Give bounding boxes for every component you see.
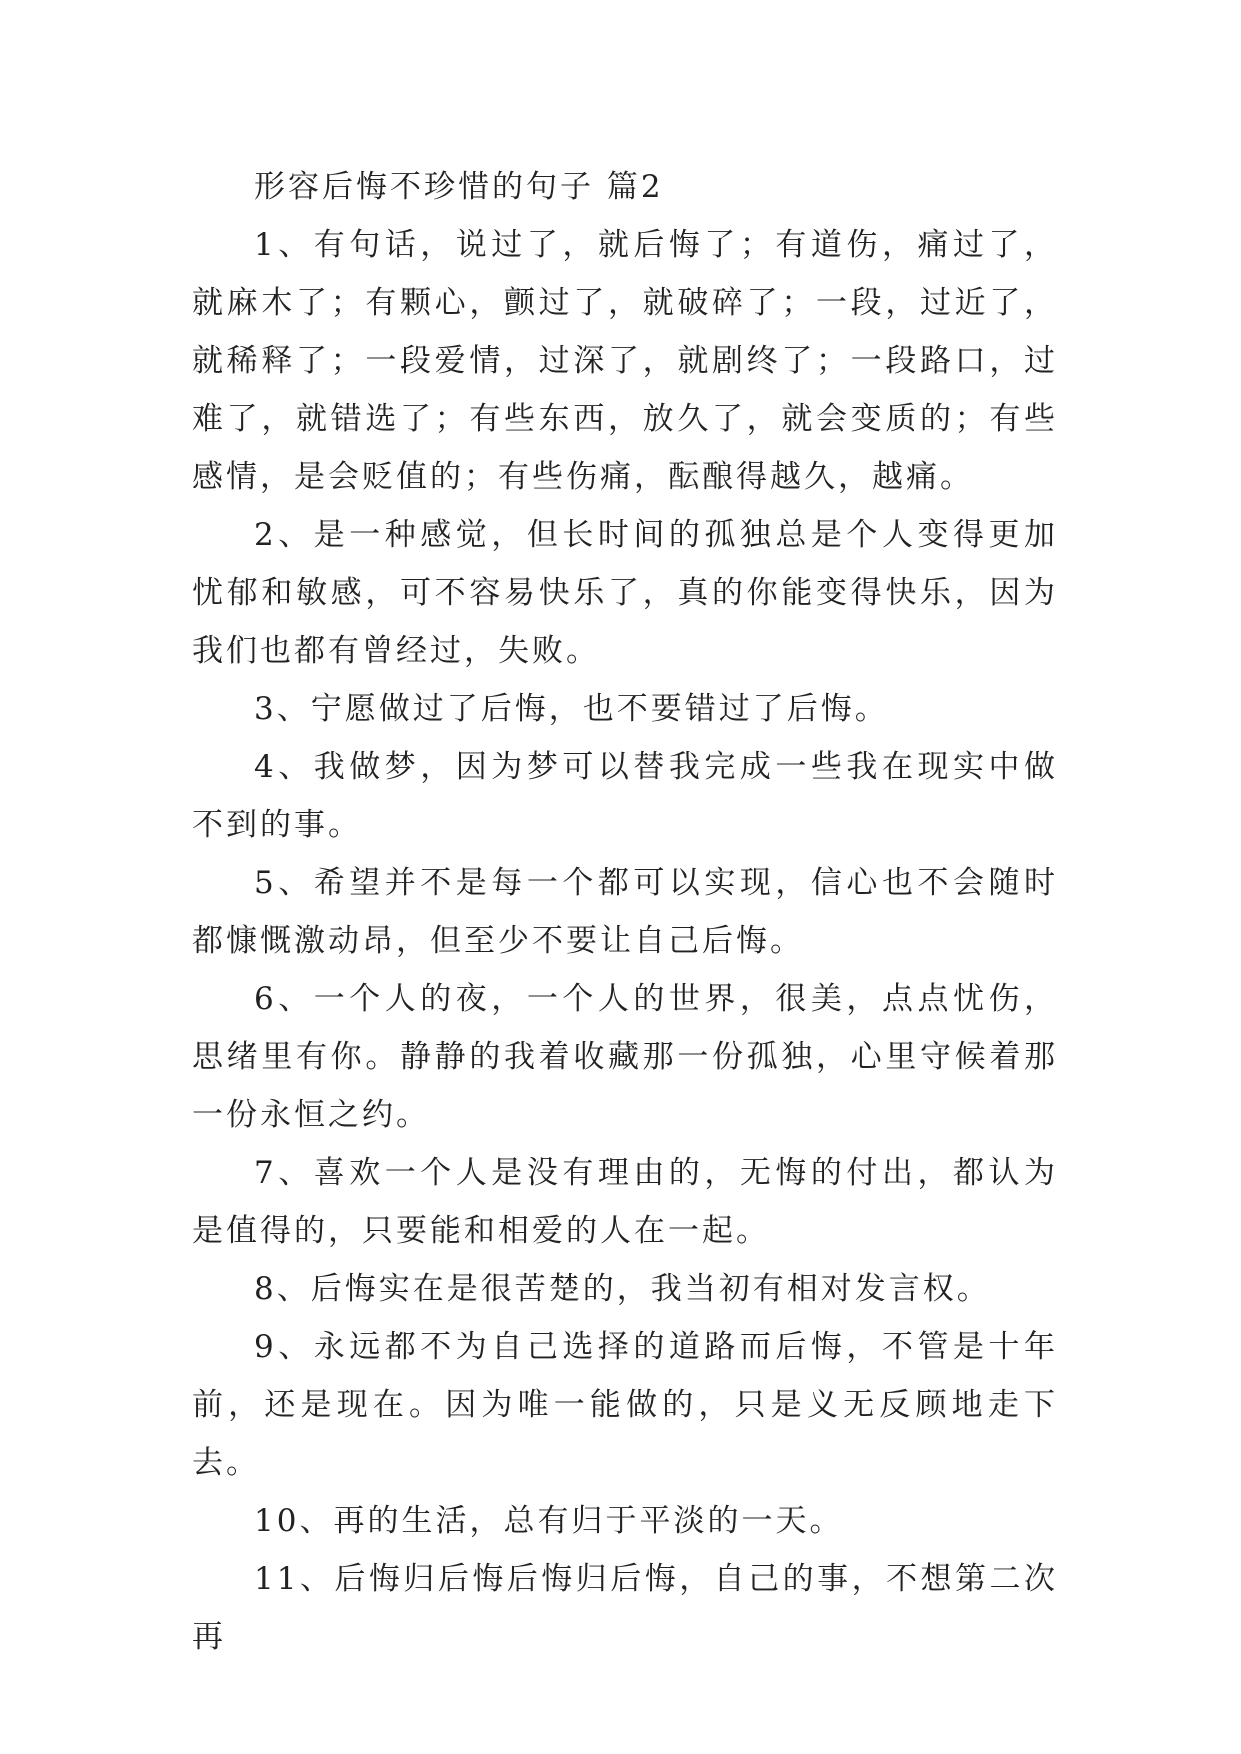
paragraph-3: 3、宁愿做过了后悔，也不要错过了后悔。 <box>254 691 889 727</box>
paragraph-7: 7、喜欢一个人是没有理由的，无悔的付出，都认为是值得的，只要能和相爱的人在一起。 <box>192 1155 1058 1249</box>
paragraph-2: 2、是一种感觉，但长时间的孤独总是个人变得更加忧郁和敏感，可不容易快乐了，真的你能变得快乐，因为我们也都有曾经过，失败。 <box>192 517 1058 669</box>
paragraph-10: 10、再的生活，总有归于平淡的一天。 <box>254 1503 844 1539</box>
paragraph-8: 8、后悔实在是很苦楚的，我当初有相对发言权。 <box>254 1271 991 1307</box>
paragraph-6: 6、一个人的夜，一个人的世界，很美，点点忧伤，思绪里有你。静静的我着收藏那一份孤独，心里守候着那一份永恒之约。 <box>192 981 1058 1133</box>
paragraph-9: 9、永远都不为自己选择的道路而后悔，不管是十年前，还是现在。因为唯一能做的，只是义无反顾地走下去。 <box>192 1329 1058 1481</box>
paragraph-11: 11、后悔归后悔后悔归后悔，自己的事，不想第二次再 <box>192 1561 1058 1655</box>
paragraph-5: 5、希望并不是每一个都可以实现，信心也不会随时都慷慨激动昂，但至少不要让自己后悔。 <box>192 865 1058 959</box>
section-title: 形容后悔不珍惜的句子 篇2 <box>254 169 664 205</box>
document-body <box>192 158 1058 1666</box>
paragraph-4: 4、我做梦，因为梦可以替我完成一些我在现实中做不到的事。 <box>192 749 1058 843</box>
paragraph-1: 1、有句话，说过了，就后悔了；有道伤，痛过了，就麻木了；有颗心，颤过了，就破碎了；一段，过近了，就稀释了；一段爱情，过深了，就剧终了；一段路口，过难了，就错选了；有些东西，放久了，就会变质的；有些感情，是会贬值的；有些伤痛，酝酿得越久，越痛。 <box>192 227 1058 495</box>
